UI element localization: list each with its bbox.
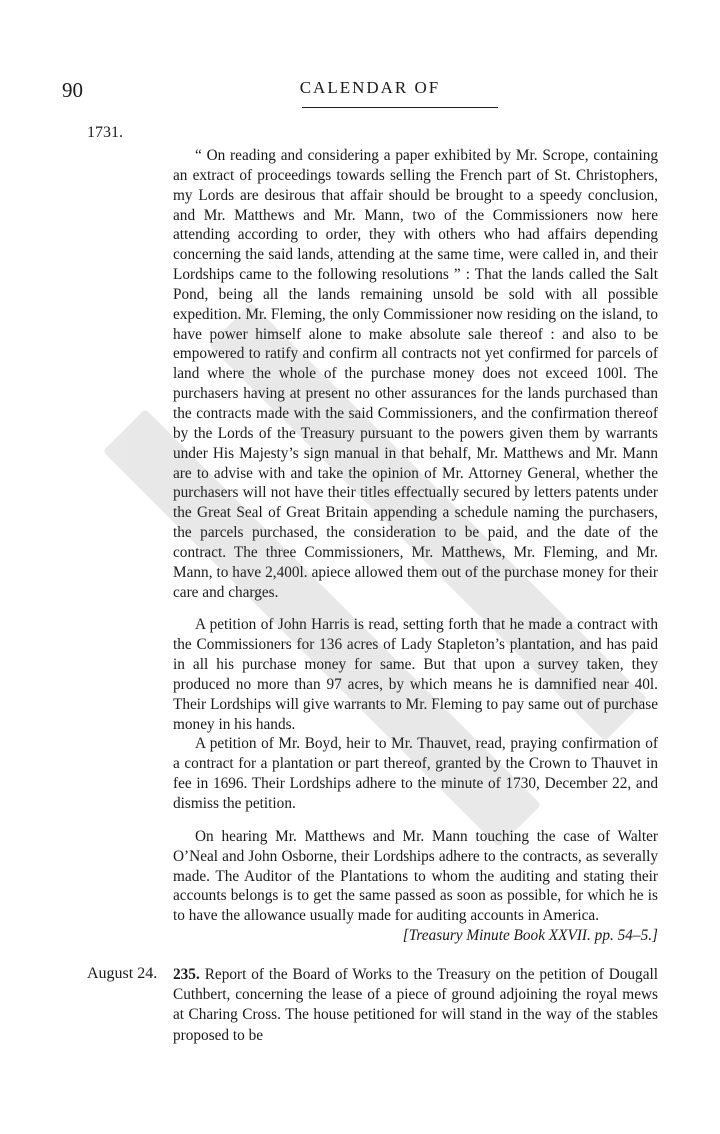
paragraph-harris-petition: A petition of John Harris is read, setting forth that he made a contract with the Commissioners for 136 acres of Lady Stapleton’s plantation, and has paid in all his purchase money for same. But that upon a survey taken, they produced no more than 97 acres, by which means he is damnified near 40l. Their Lordships will give warrants to Mr. Fleming to pay same out of purchase money in his hands.	[173, 616, 658, 733]
header-rule	[302, 107, 498, 108]
entry-235	[173, 965, 658, 1046]
entry-text: Report of the Board of Works to the Treasury on the petition of Dougall Cuthbert, concerning the lease of a piece of ground adjoining the royal mews at Charing Cross. The house petitioned for will stand in the way of the stables proposed to be	[173, 966, 658, 1044]
running-head: CALENDAR OF	[299, 78, 441, 97]
calendar-body	[173, 146, 658, 946]
page-number: 90	[62, 78, 83, 102]
entry-number: 235.	[173, 966, 200, 983]
paragraph-oneal-osborne: On hearing Mr. Matthews and Mr. Mann touching the case of Walter O’Neal and John Osborne, their Lordships adhere to the contracts, as severally made. The Auditor of the Plantations to whom the auditing and stating their accounts belongs is to get the same passed as soon as possible, for which he is to have the allowance usually made for auditing accounts in America.	[173, 827, 658, 925]
margin-date: August 24.	[87, 965, 158, 982]
paragraph-resolutions: “ On reading and considering a paper exhibited by Mr. Scrope, containing an extract of proceedings towards selling the French part of St. Christophers, my Lords are desirous that affair should be brought to a speedy conclusion, and Mr. Matthews and Mr. Mann, two of the Commissioners now here attending according to order, they with others who had affairs depending concerning the said lands, attending at the same time, were called in, and their Lordships came to the following resolutions ” : That the lands called the Salt Pond, being all the lands remaining unsold be sold with all possible expedition. Mr. Fleming, the only Commissioner now residing on the island, to have power himself alone to make absolute sale thereof : and also to be empowered to ratify and confirm all contracts not yet confirmed for parcels of land where the whole of the purchase money does not exceed 100l. The purchasers having at present no other assurances for the lands purchased than the contracts made with the said Commissioners, and the confirmation thereof by the Lords of the Treasury pursuant to the powers given them by warrants under His Majesty’s sign manual in that behalf, Mr. Matthews and Mr. Mann are to advise with and take the opinion of Mr. Attorney General, whether the purchasers will not have their titles effectually secured by letters patents under the Great Seal of Great Britain appending a schedule naming the purchasers, the parcels purchased, the consideration to be paid, and the date of the contract. The three Commissioners, Mr. Matthews, Mr. Fleming, and Mr. Mann, to have 2,400l. apiece allowed them out of the purchase money for their care and charges.	[173, 147, 658, 601]
margin-year: 1731.	[87, 124, 123, 141]
source-citation: [Treasury Minute Book XXVII. pp. 54–5.]	[402, 927, 658, 945]
paragraph-boyd-petition: A petition of Mr. Boyd, heir to Mr. Thauvet, read, praying confirmation of a contract for a plantation or part thereof, granted by the Crown to Thauvet in fee in 1696. Their Lordships adhere to the minute of 1730, December 22, and dismiss the petition.	[173, 735, 658, 812]
